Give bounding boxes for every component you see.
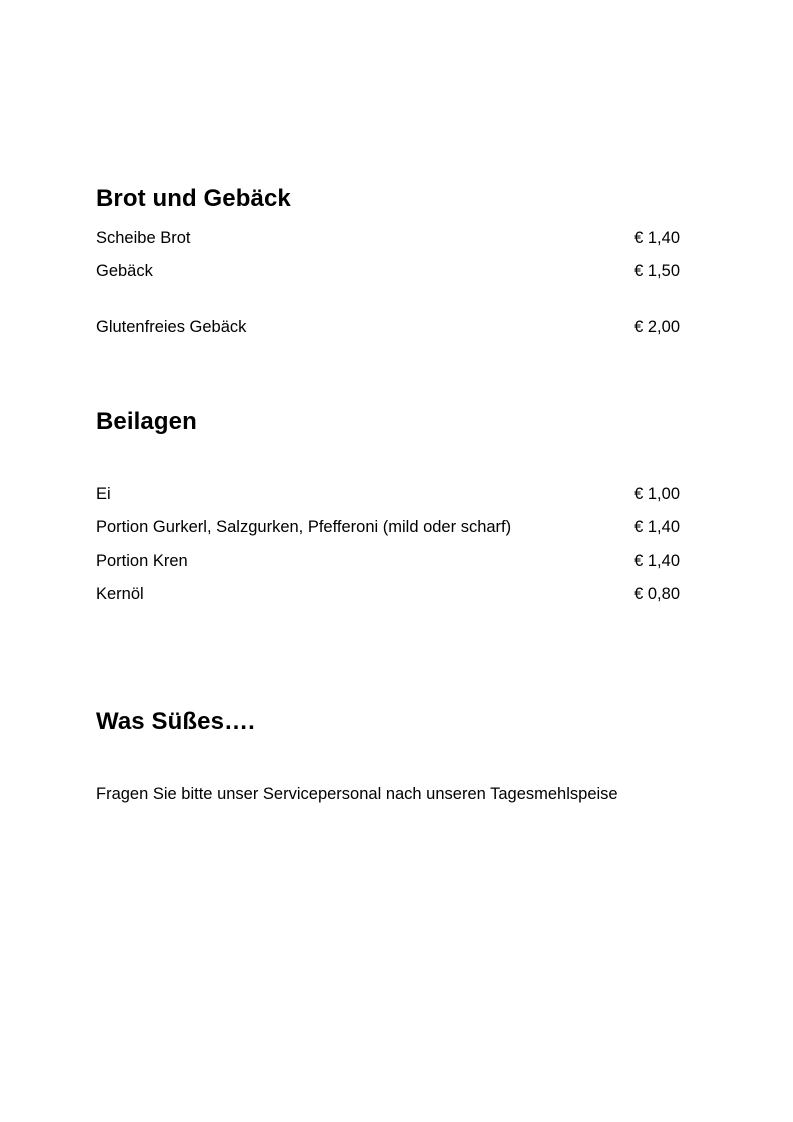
dessert-note: Fragen Sie bitte unser Servicepersonal nach unseren Tagesmehlspeise [96, 785, 618, 803]
item-name: Ei [96, 485, 111, 503]
item-name: Glutenfreies Gebäck [96, 318, 247, 336]
menu-item [96, 226, 680, 250]
section-title-was-suesses: Was Süßes…. [96, 708, 255, 735]
item-name: Portion Gurkerl, Salzgurken, Pfefferoni (mild oder scharf) [96, 518, 512, 536]
item-price: € 1,50 [634, 262, 680, 280]
item-name: Gebäck [96, 262, 153, 280]
menu-item [96, 315, 680, 339]
item-price: € 1,40 [634, 229, 680, 247]
menu-item [96, 549, 680, 573]
menu-item [96, 482, 680, 506]
item-price: € 1,40 [634, 552, 680, 570]
section-title-brot-und-gebaeck: Brot und Gebäck [96, 185, 291, 212]
item-name: Kernöl [96, 585, 144, 603]
section-title-beilagen: Beilagen [96, 408, 197, 435]
menu-item [96, 582, 680, 606]
item-name: Scheibe Brot [96, 229, 191, 247]
menu-item [96, 515, 680, 539]
item-name: Portion Kren [96, 552, 188, 570]
item-price: € 1,00 [634, 485, 680, 503]
menu-item [96, 259, 680, 283]
item-price: € 1,40 [634, 518, 680, 536]
item-price: € 0,80 [634, 585, 680, 603]
item-price: € 2,00 [634, 318, 680, 336]
